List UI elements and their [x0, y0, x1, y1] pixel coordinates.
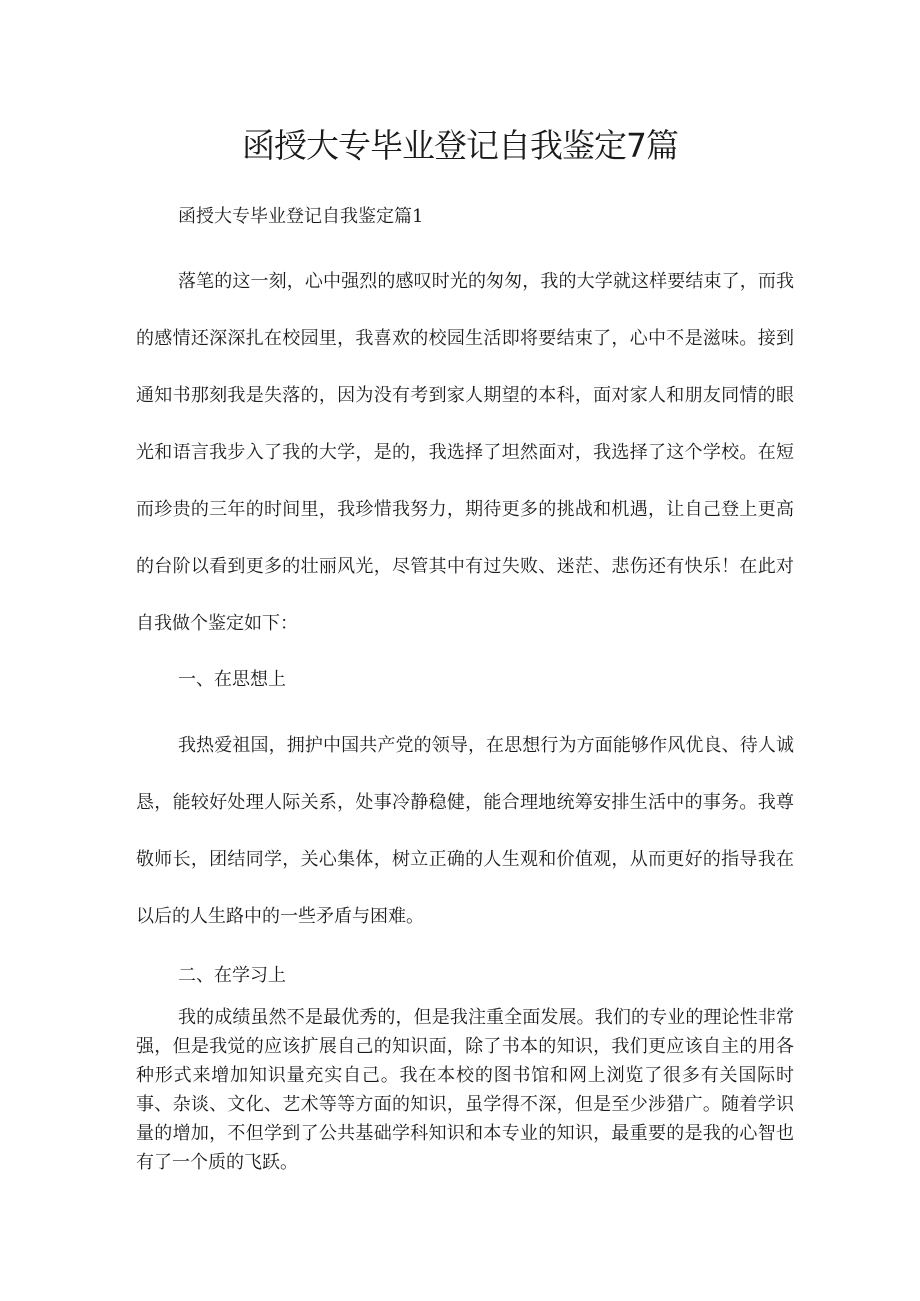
section-body-thought: 我热爱祖国，拥护中国共产党的领导，在思想行为方面能够作风优良、待人诚恳，能较好处理人际关系，处事冷静稳健，能合理地统筹安排生活中的事务。我尊敬师长，团结同学，关心集体，树立正确的人生观和价值观，从而更好的指导我在以后的人生路中的一些矛盾与困难。 — [136, 735, 794, 927]
intro-paragraph: 落笔的这一刻，心中强烈的感叹时光的匆匆，我的大学就这样要结束了，而我的感情还深深扎在校园里，我喜欢的校园生活即将要结束了，心中不是滋味。接到通知书那刻我是失落的，因为没有考到家人期望的本科，面对家人和朋友同情的眼光和语言我步入了我的大学，是的，我选择了坦然面对，我选择了这个学校。在短而珍贵的三年的时间里，我珍惜我努力，期待更多的挑战和机遇，让自己登上更高的台阶以看到更多的壮丽风光，尽管其中有过失败、迷茫、悲伤还有快乐！在此对自我做个鉴定如下： — [136, 271, 794, 634]
section-heading-thought: 一、在思想上 — [178, 669, 286, 690]
section-heading-study: 二、在学习上 — [178, 965, 286, 986]
document-title: 函授大专毕业登记自我鉴定7篇 — [242, 126, 678, 165]
section-body-study: 我的成绩虽然不是最优秀的，但是我注重全面发展。我们的专业的理论性非常强，但是我觉的应该扩展自己的知识面，除了书本的知识，我们更应该自主的用各种形式来增加知识量充实自己。我在本校的图书馆和网上浏览了很多有关国际时事、杂谈、文化、艺术等等方面的知识，虽学得不深，但是至少涉猎广。随着学识量的增加，不但学到了公共基础学科知识和本专业的知识，最重要的是我的心智也有了一个质的飞跃。 — [136, 1007, 794, 1173]
article-heading: 函授大专毕业登记自我鉴定篇1 — [178, 206, 424, 227]
